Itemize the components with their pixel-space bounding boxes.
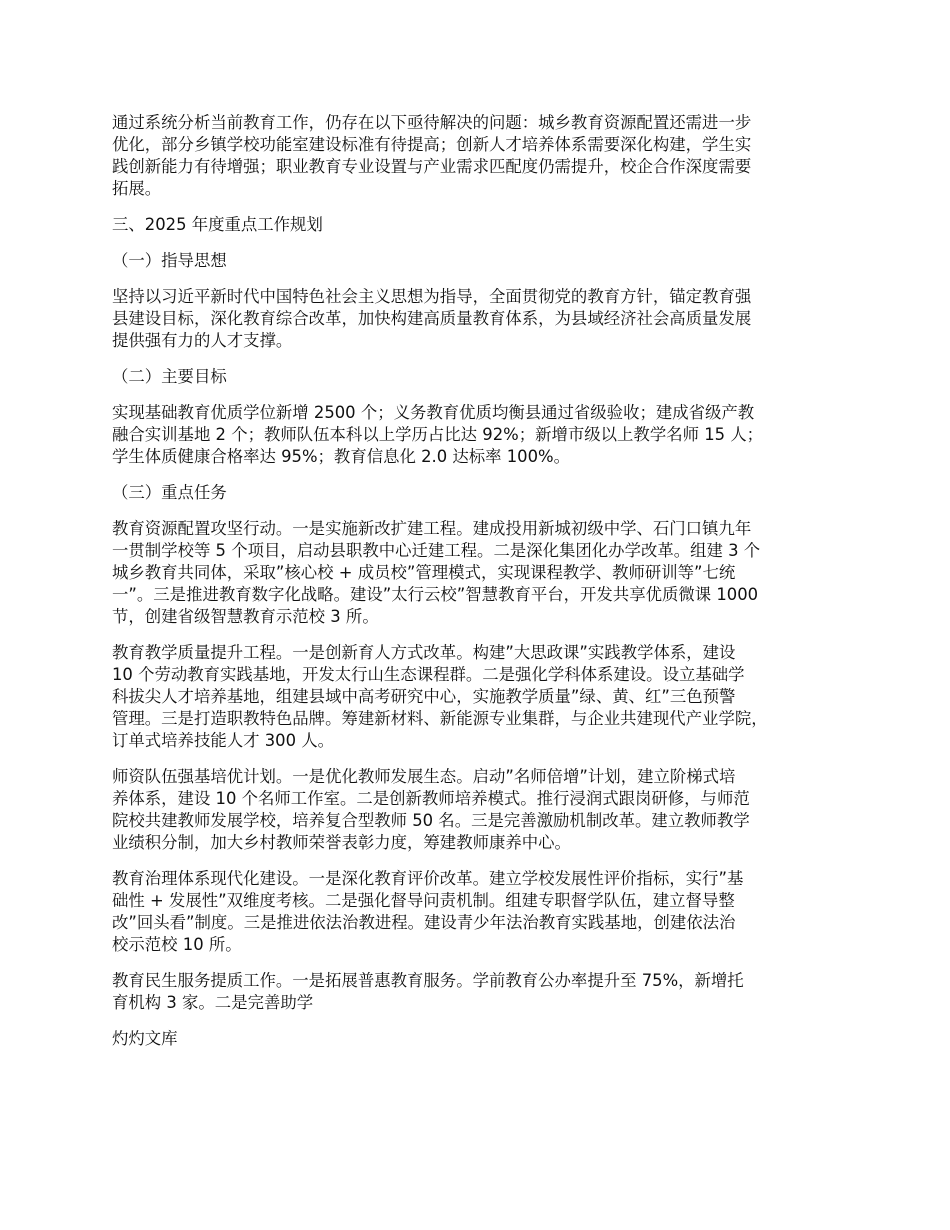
subsection-heading-main-goals: （二）主要目标 bbox=[112, 367, 227, 386]
text-line: 坚持以习近平新时代中国特色社会主义思想为指导，全面贯彻党的教育方针，锚定教育强 bbox=[112, 287, 752, 306]
paragraph-problems bbox=[112, 112, 848, 200]
section-heading-plan: 三、2025 年度重点工作规划 bbox=[112, 215, 323, 234]
paragraph-resource-allocation bbox=[112, 518, 848, 628]
text-line: 融合实训基地 2 个；教师队伍本科以上学历占比达 92%；新增市级以上教学名师 15 人； bbox=[112, 425, 764, 444]
text-line: 提供强有力的人才支撑。 bbox=[112, 331, 293, 350]
paragraph-main-goals bbox=[112, 402, 848, 468]
text-line: 优化，部分乡镇学校功能室建设标准有待提高；创新人才培养体系需要深化构建，学生实 bbox=[112, 135, 752, 154]
text-line: 业绩积分制，加大乡村教师荣誉表彰力度，筹建教师康养中心。 bbox=[112, 833, 571, 852]
paragraph-guiding-ideology bbox=[112, 286, 848, 352]
text-line: 县建设目标，深化教育综合改革，加快构建高质量教育体系，为县域经济社会高质量发展 bbox=[112, 309, 752, 328]
paragraph-governance bbox=[112, 868, 848, 956]
text-line: 校示范校 10 所。 bbox=[112, 935, 242, 954]
text-line: 养体系，建设 10 个名师工作室。二是创新教师培养模式。推行浸润式跟岗研修，与师范 bbox=[112, 789, 750, 808]
paragraph-public-service bbox=[112, 970, 848, 1014]
subsection-heading-guiding-ideology: （一）指导思想 bbox=[112, 251, 227, 270]
text-line: 管理。三是打造职教特色品牌。筹建新材料、新能源专业集群，与企业共建现代产业学院， bbox=[112, 709, 768, 728]
text-line: 拓展。 bbox=[112, 179, 162, 198]
text-line: 学生体质健康合格率达 95%；教育信息化 2.0 达标率 100%。 bbox=[112, 447, 571, 466]
text-line: 科拔尖人才培养基地，组建县域中高考研究中心，实施教学质量”绿、黄、红”三色预警 bbox=[112, 687, 736, 706]
document-page bbox=[112, 112, 848, 1050]
text-line: 10 个劳动教育实践基地，开发太行山生态课程群。二是强化学科体系建设。设立基础学 bbox=[112, 665, 745, 684]
text-line: 教育治理体系现代化建设。一是深化教育评价改革。建立学校发展性评价指标，实行”基 bbox=[112, 869, 744, 888]
text-line: 城乡教育共同体，采取”核心校 + 成员校”管理模式，实现课程教学、教师研训等”七统 bbox=[112, 563, 736, 582]
text-line: 节，创建省级智慧教育示范校 3 所。 bbox=[112, 607, 379, 626]
text-line: 一贯制学校等 5 个项目，启动县职教中心迁建工程。二是深化集团化办学改革。组建 3 个 bbox=[112, 541, 761, 560]
text-line: 教育民生服务提质工作。一是拓展普惠教育服务。学前教育公办率提升至 75%，新增托 bbox=[112, 971, 744, 990]
text-line: 践创新能力有待增强；职业教育专业设置与产业需求匹配度仍需提升，校企合作深度需要 bbox=[112, 157, 752, 176]
text-line: 通过系统分析当前教育工作，仍存在以下亟待解决的问题：城乡教育资源配置还需进一步 bbox=[112, 113, 752, 132]
text-line: 院校共建教师发展学校，培养复合型教师 50 名。三是完善激励机制改革。建立教师教学 bbox=[112, 811, 750, 830]
text-line: 础性 + 发展性”双维度考核。二是强化督导问责机制。组建专职督学队伍，建立督导整 bbox=[112, 891, 735, 910]
text-line: 教育教学质量提升工程。一是创新育人方式改革。构建”大思政课”实践教学体系，建设 bbox=[112, 643, 736, 662]
text-line: 一”。三是推进教育数字化战略。建设”太行云校”智慧教育平台，开发共享优质微课 1000 bbox=[112, 585, 759, 604]
text-line: 改”回头看”制度。三是推进依法治教进程。建设青少年法治教育实践基地，创建依法治 bbox=[112, 913, 736, 932]
subsection-heading-key-tasks: （三）重点任务 bbox=[112, 483, 227, 502]
footer-source-label: 灼灼文库 bbox=[112, 1029, 178, 1048]
text-line: 教育资源配置攻坚行动。一是实施新改扩建工程。建成投用新城初级中学、石门口镇九年 bbox=[112, 519, 752, 538]
paragraph-teaching-quality bbox=[112, 642, 848, 752]
text-line: 师资队伍强基培优计划。一是优化教师发展生态。启动”名师倍增”计划，建立阶梯式培 bbox=[112, 767, 736, 786]
paragraph-teacher-development bbox=[112, 766, 848, 854]
text-line: 育机构 3 家。二是完善助学 bbox=[112, 993, 314, 1012]
text-line: 订单式培养技能人才 300 人。 bbox=[112, 731, 335, 750]
text-line: 实现基础教育优质学位新增 2500 个；义务教育优质均衡县通过省级验收；建成省级产教 bbox=[112, 403, 755, 422]
